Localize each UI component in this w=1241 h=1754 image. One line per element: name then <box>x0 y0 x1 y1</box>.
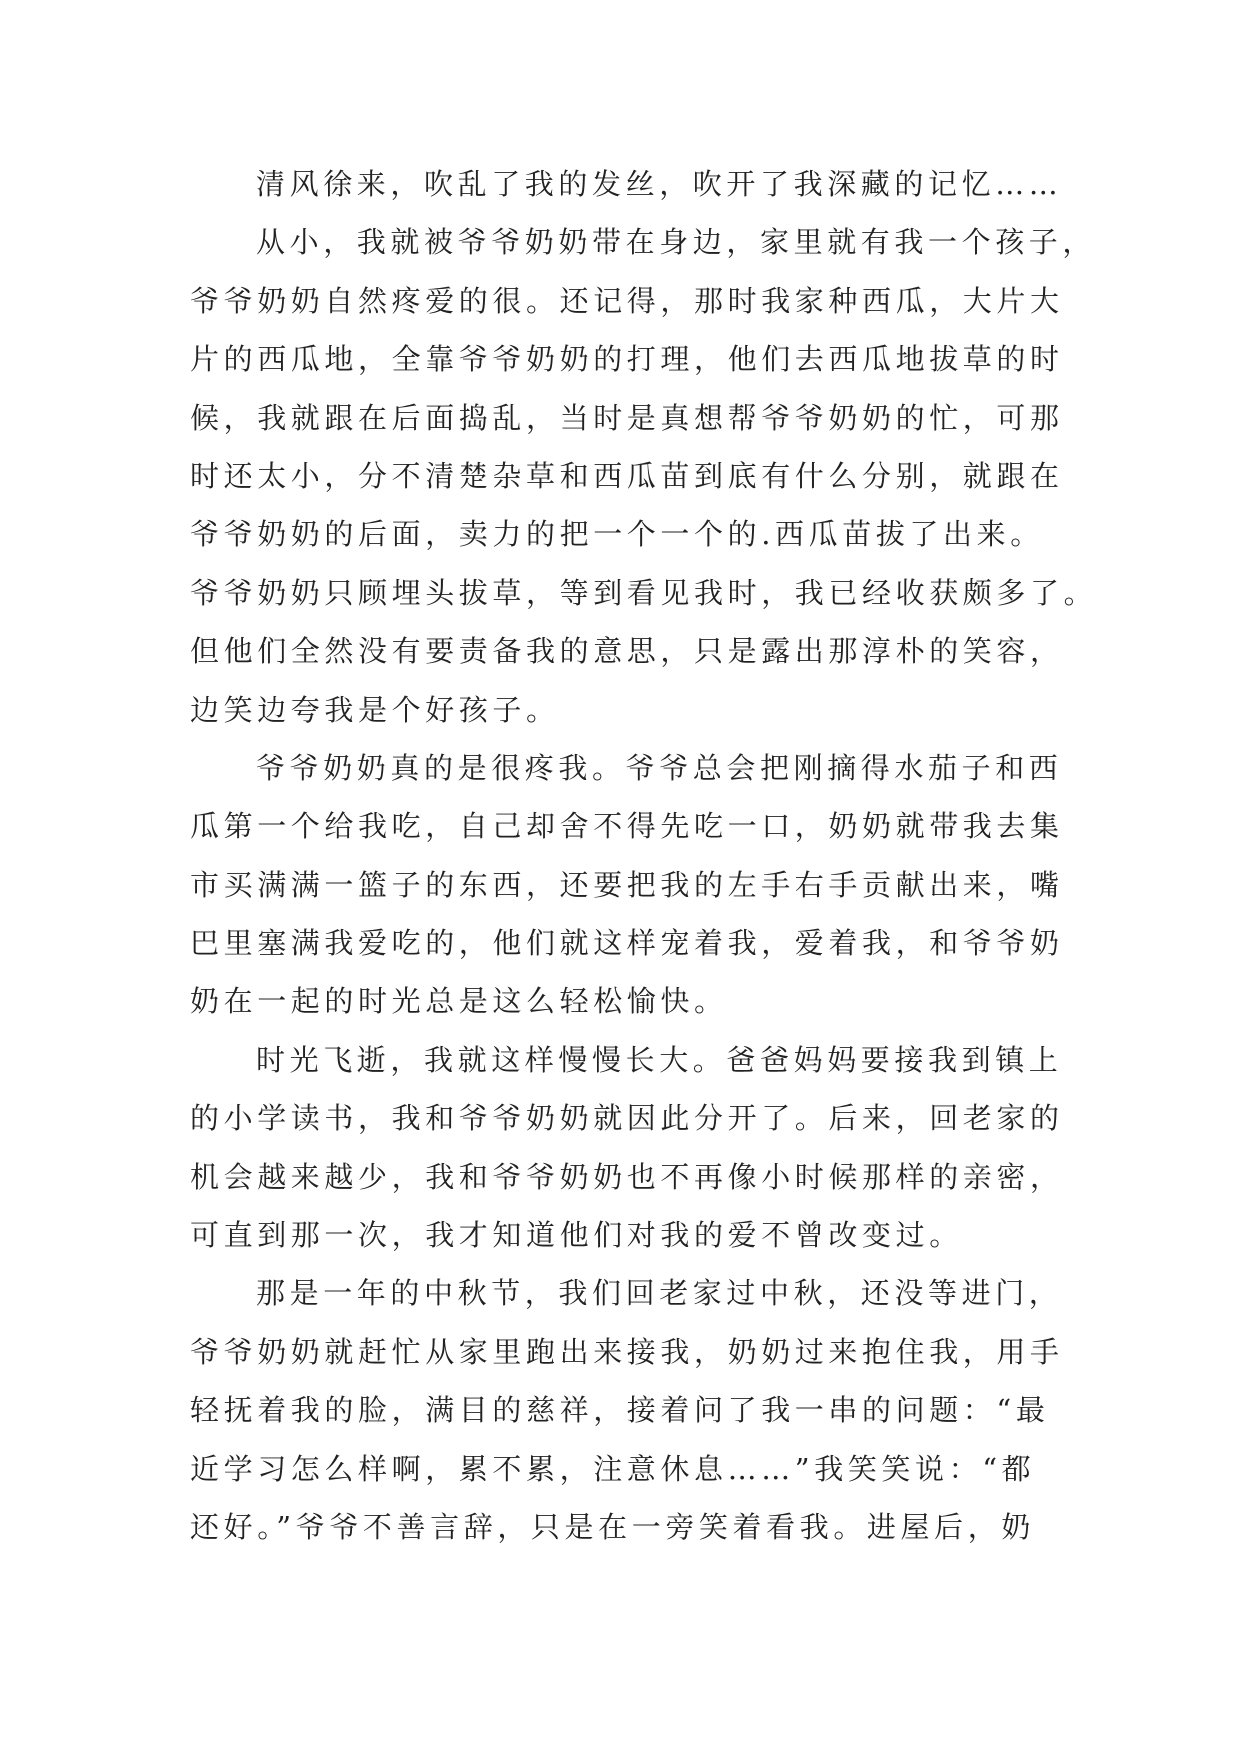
text-line: 可直到那一次，我才知道他们对我的爱不曾改变过。 <box>190 1218 963 1253</box>
text-line: 近学习怎么样啊，累不累，注意休息……”我笑笑说：“都 <box>190 1451 1036 1486</box>
text-line: 从小，我就被爷爷奶奶带在身边，家里就有我一个孩子， <box>256 225 1097 260</box>
text-line: 时光飞逝，我就这样慢慢长大。爸爸妈妈要接我到镇上 <box>256 1042 1063 1077</box>
text-line: 清风徐来，吹乱了我的发丝，吹开了我深藏的记忆…… <box>256 167 1063 201</box>
text-line: 市买满满一篮子的东西，还要把我的左手右手贡献出来，嘴 <box>190 867 1064 902</box>
text-line: 候，我就跟在后面捣乱，当时是真想帮爷爷奶奶的忙，可那 <box>190 400 1064 435</box>
text-line: 巴里塞满我爱吃的，他们就这样宠着我，爱着我，和爷爷奶 <box>190 926 1064 961</box>
text-line: 片的西瓜地，全靠爷爷奶奶的打理，他们去西瓜地拔草的时 <box>190 342 1064 377</box>
text-line: 机会越来越少，我和爷爷奶奶也不再像小时候那样的亲密， <box>190 1159 1064 1194</box>
text-line: 爷爷奶奶真的是很疼我。爷爷总会把刚摘得水茄子和西 <box>256 750 1063 785</box>
text-line: 爷爷奶奶只顾埋头拔草，等到看见我时，我已经收获颇多了。 <box>190 575 1098 610</box>
text-line: 但他们全然没有要责备我的意思，只是露出那淳朴的笑容， <box>190 634 1064 669</box>
text-line: 还好。”爷爷不善言辞，只是在一旁笑着看我。进屋后，奶 <box>190 1509 1035 1544</box>
text-line: 爷爷奶奶的后面，卖力的把一个一个的.西瓜苗拔了出来。 <box>190 517 1044 552</box>
text-line: 的小学读书，我和爷爷奶奶就因此分开了。后来，回老家的 <box>190 1101 1064 1136</box>
text-line: 那是一年的中秋节，我们回老家过中秋，还没等进门， <box>256 1276 1063 1311</box>
text-line: 爷爷奶奶就赶忙从家里跑出来接我，奶奶过来抱住我，用手 <box>190 1334 1064 1369</box>
text-line: 边笑边夸我是个好孩子。 <box>190 692 560 727</box>
essay-body <box>190 155 1098 1556</box>
text-line: 爷爷奶奶自然疼爱的很。还记得，那时我家种西瓜，大片大 <box>190 283 1064 318</box>
text-line: 轻抚着我的脸，满目的慈祥，接着问了我一串的问题：“最 <box>190 1393 1050 1428</box>
text-line: 奶在一起的时光总是这么轻松愉快。 <box>190 984 728 1019</box>
text-line: 瓜第一个给我吃，自己却舍不得先吃一口，奶奶就带我去集 <box>190 809 1064 844</box>
text-line: 时还太小，分不清楚杂草和西瓜苗到底有什么分别，就跟在 <box>190 458 1064 493</box>
